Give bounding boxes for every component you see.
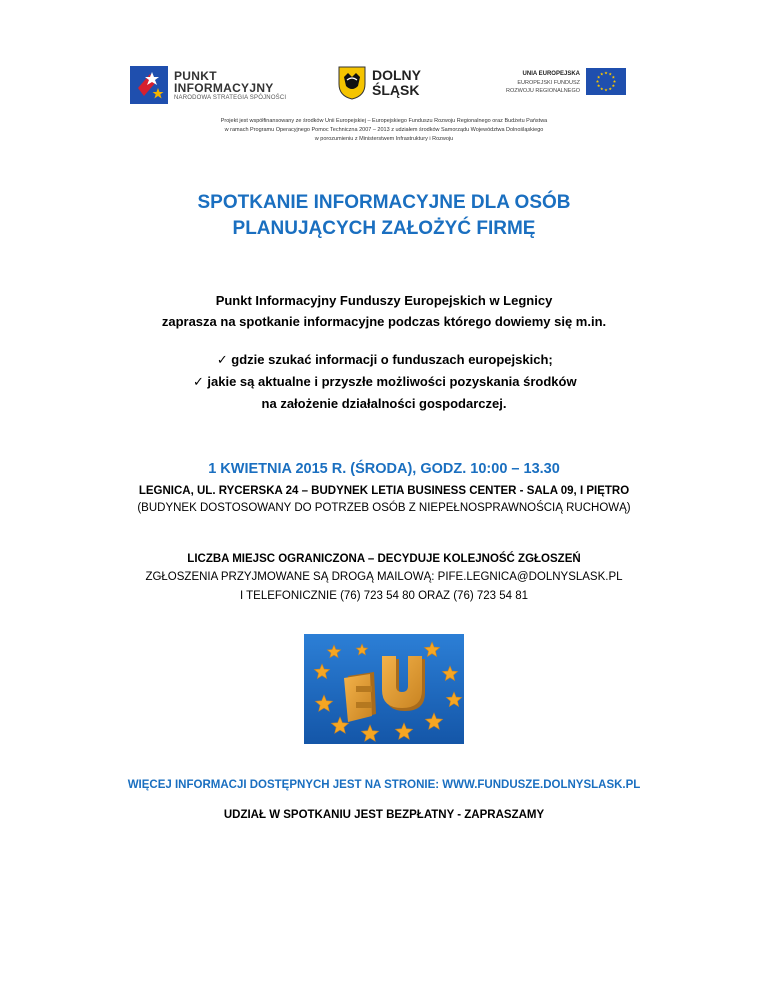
dolny-slask-wordmark: [372, 68, 421, 98]
logo-punkt-line1: PUNKT: [174, 69, 217, 83]
list-item: [0, 349, 768, 371]
checkmark-icon: [191, 371, 205, 393]
punkt-informacyjny-logo: [130, 64, 300, 108]
list-item-text: jakie są aktualne i przyszłe możliwości pozyskania środków: [207, 374, 577, 389]
eu-letters-stars-photo: [304, 634, 464, 744]
checkmark-glyph: ✓: [192, 375, 204, 390]
registration-line: ZGŁOSZENIA PRZYJMOWANE SĄ DROGĄ MAILOWĄ: PIFE.LEGNICA@DOLNYSLASK.PL: [145, 571, 623, 583]
header-logos: [0, 64, 768, 110]
eu-logo: [500, 68, 630, 104]
checkmark-glyph: ✓: [216, 353, 228, 368]
logo-eu-line3: ROZWOJU REGIONALNEGO: [506, 88, 580, 94]
intro-line: zaprasza na spotkanie informacyjne podczas którego dowiemy się m.in.: [161, 314, 607, 329]
free-participation-note: UDZIAŁ W SPOTKANIU JEST BEZPŁATNY - ZAPRASZAMY: [223, 809, 545, 821]
event-accessibility: (BUDYNEK DOSTOSOWANY DO POTRZEB OSÓB Z NIEPEŁNOSPRAWNOŚCIĄ RUCHOWĄ): [137, 502, 631, 514]
dolny-slask-shield-icon: [338, 66, 366, 100]
dolny-slask-logo: [338, 66, 438, 106]
logo-eu-line2: EUROPEJSKI FUNDUSZ: [517, 80, 580, 86]
letter-e-shape: [344, 672, 376, 722]
registration-line: I TELEFONICZNIE (76) 723 54 80 ORAZ (76) 723 54 81: [239, 590, 529, 602]
title-line: PLANUJĄCYCH ZAŁOŻYĆ FIRMĘ: [232, 218, 536, 239]
funding-note: [0, 117, 768, 144]
logo-dolny-line1: DOLNY: [372, 67, 421, 83]
event-date: 1 KWIETNIA 2015 R. (ŚRODA), GODZ. 10:00 – 13.30: [208, 461, 560, 477]
list-item-continuation: na założenie działalności gospodarczej.: [261, 396, 507, 411]
logo-eu-line1: UNIA EUROPEJSKA: [522, 71, 580, 77]
more-info-link[interactable]: WIĘCEJ INFORMACJI DOSTĘPNYCH JEST NA STRONIE: WWW.FUNDUSZE.DOLNYSLASK.PL: [127, 779, 641, 791]
topics-list: [0, 349, 768, 414]
funding-note-line: w ramach Programu Operacyjnego Pomoc Techniczna 2007 – 2013 z udziałem środków Samorządu Województwa Dolnośląskiego: [224, 127, 544, 133]
punkt-informacyjny-wordmark: [174, 70, 286, 103]
funding-note-line: w porozumieniu z Ministerstwem Infrastruktury i Rozwoju: [314, 136, 454, 142]
page-title: [0, 190, 768, 242]
eu-wordmark: [500, 70, 580, 95]
eu-flag-icon: [586, 68, 626, 95]
registration-limit: LICZBA MIEJSC OGRANICZONA – DECYDUJE KOLEJNOŚĆ ZGŁOSZEŃ: [187, 553, 581, 565]
funding-note-line: Projekt jest współfinansowany ze środków Unii Europejskiej – Europejskiego Funduszu Rozwoju Regionalnego oraz Budżetu Państwa: [220, 118, 548, 124]
list-item: [0, 371, 768, 393]
logo-dolny-line2: ŚLĄSK: [372, 82, 420, 98]
registration-info: [0, 568, 768, 606]
list-item-text: gdzie szukać informacji o funduszach europejskich;: [231, 352, 553, 367]
title-line: SPOTKANIE INFORMACYJNE DLA OSÓB: [197, 192, 571, 213]
intro-text: [0, 290, 768, 332]
intro-line: Punkt Informacyjny Funduszy Europejskich w Legnicy: [215, 293, 553, 308]
event-location: LEGNICA, UL. RYCERSKA 24 – BUDYNEK LETIA BUSINESS CENTER - SALA 09, I PIĘTRO: [138, 485, 630, 497]
logo-punkt-line2: INFORMACYJNY: [174, 81, 274, 95]
logo-punkt-line3: NARODOWA STRATEGIA SPÓJNOŚCI: [174, 95, 287, 101]
punkt-informacyjny-icon: [130, 66, 168, 104]
checkmark-icon: [215, 349, 229, 371]
